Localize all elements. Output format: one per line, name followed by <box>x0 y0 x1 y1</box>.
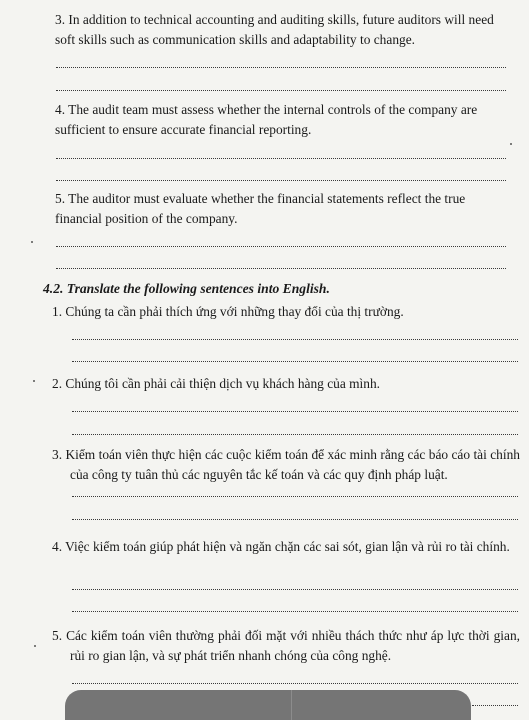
question-number: 5. <box>55 191 66 206</box>
bottom-toolbar[interactable] <box>65 690 471 720</box>
scan-speck <box>33 380 35 382</box>
question-text: The audit team must assess whether the internal controls of the company are sufficient to ensure accurate financial reporting. <box>55 102 478 137</box>
question-b5 <box>52 626 520 666</box>
question-text: Kiểm toán viên thực hiện các cuộc kiểm toán để xác minh rằng các báo cáo tài chính của công ty tuân thủ các nguyên tắc kế toán và các quy định pháp luật. <box>65 447 520 482</box>
section-heading: 4.2. Translate the following sentences into English. <box>43 281 330 296</box>
question-text: The auditor must evaluate whether the financial statements reflect the true financial position of the company. <box>55 191 466 226</box>
answer-line[interactable] <box>56 268 506 269</box>
question-b1 <box>52 302 518 322</box>
question-number: 4. <box>55 102 66 117</box>
question-text: Việc kiểm toán giúp phát hiện và ngăn chặn các sai sót, gian lận và rủi ro tài chính. <box>65 539 510 554</box>
question-number: 3. <box>55 12 66 27</box>
answer-line[interactable] <box>56 90 506 91</box>
question-a3 <box>55 10 510 50</box>
answer-line[interactable] <box>56 158 506 159</box>
scan-speck <box>510 143 512 145</box>
question-number: 4. <box>52 539 63 554</box>
question-text: Các kiểm toán viên thường phải đối mặt với nhiều thách thức như áp lực thời gian, rủi ro gian lận, và sự phát triển nhanh chóng của công nghệ. <box>66 628 520 663</box>
question-number: 3. <box>52 447 63 462</box>
question-b3 <box>52 445 520 485</box>
scan-speck <box>31 241 33 243</box>
answer-line[interactable] <box>72 339 518 340</box>
question-b2 <box>52 374 518 394</box>
question-text: Chúng ta cần phải thích ứng với những thay đổi của thị trường. <box>65 304 404 319</box>
answer-line[interactable] <box>72 611 518 612</box>
question-text: In addition to technical accounting and auditing skills, future auditors will need soft skills such as communication skills and adaptability to change. <box>55 12 494 47</box>
question-number: 1. <box>52 304 63 319</box>
answer-line[interactable] <box>472 705 518 706</box>
answer-line[interactable] <box>72 496 518 497</box>
question-number: 5. <box>52 628 63 643</box>
answer-line[interactable] <box>56 67 506 68</box>
answer-line[interactable] <box>72 519 518 520</box>
question-a4 <box>55 100 510 140</box>
toolbar-divider <box>291 690 292 720</box>
question-b4 <box>52 537 520 557</box>
answer-line[interactable] <box>56 180 506 181</box>
answer-line[interactable] <box>72 361 518 362</box>
answer-line[interactable] <box>72 683 518 684</box>
answer-line[interactable] <box>56 246 506 247</box>
answer-line[interactable] <box>72 434 518 435</box>
question-a5 <box>55 189 510 229</box>
scan-speck <box>34 645 36 647</box>
answer-line[interactable] <box>72 589 518 590</box>
question-number: 2. <box>52 376 63 391</box>
answer-line[interactable] <box>72 411 518 412</box>
question-text: Chúng tôi cần phải cải thiện dịch vụ khách hàng của mình. <box>65 376 381 391</box>
